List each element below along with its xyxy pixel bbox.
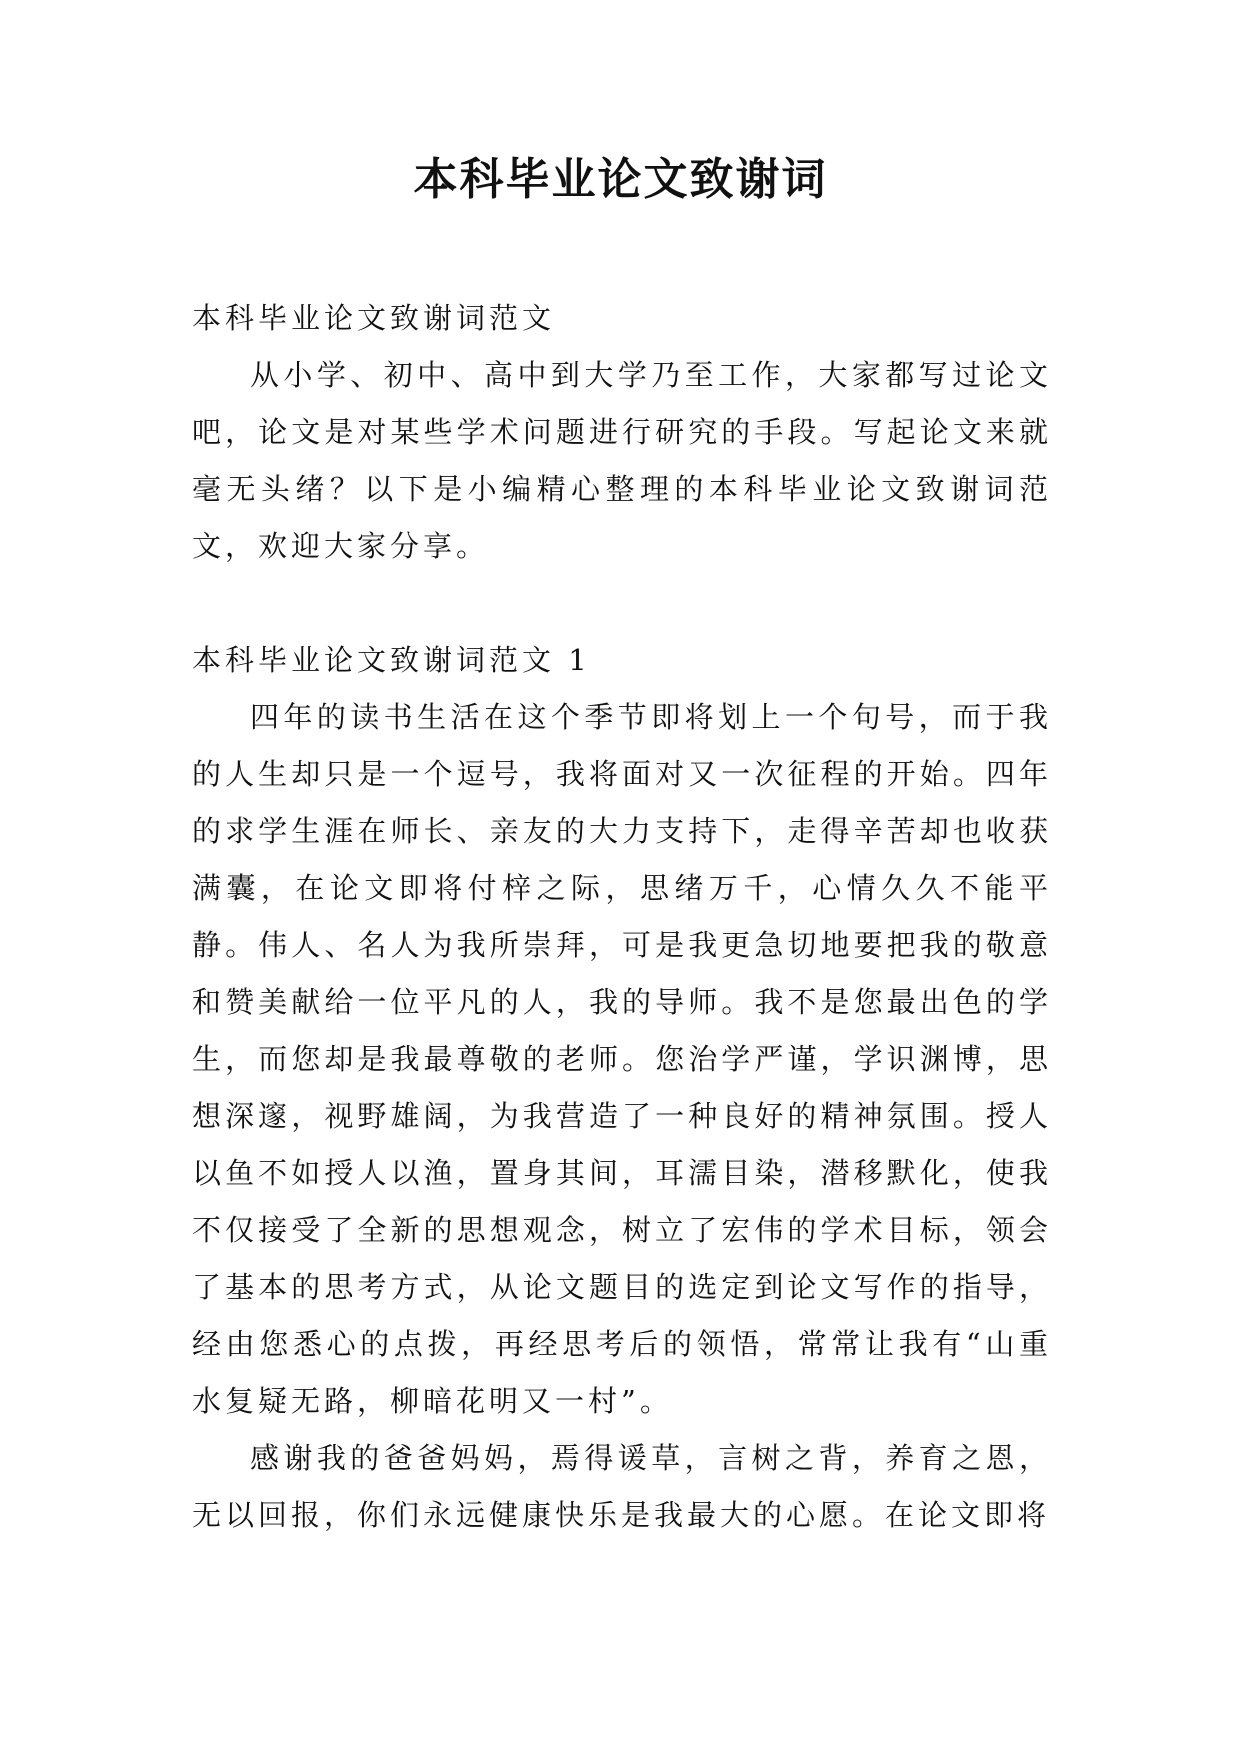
intro-paragraph: 从小学、初中、高中到大学乃至工作，大家都写过论文吧，论文是对某些学术问题进行研究的手段。写起论文来就毫无头绪？以下是小编精心整理的本科毕业论文致谢词范文，欢迎大家分享。 bbox=[192, 358, 1052, 563]
section-1-heading: 本科毕业论文致谢词范文 1 bbox=[192, 643, 591, 677]
document-title: 本科毕业论文致谢词 bbox=[413, 154, 828, 205]
paragraph-gap bbox=[192, 575, 1052, 632]
section-1-paragraph-2: 感谢我的爸爸妈妈，焉得谖草，言树之背，养育之恩，无以回报，你们永远健康快乐是我最大的心愿。在论文即将 bbox=[192, 1441, 1052, 1532]
intro-heading: 本科毕业论文致谢词范文 bbox=[192, 301, 556, 335]
document-body bbox=[192, 290, 1052, 1544]
section-1-paragraph-1: 四年的读书生活在这个季节即将划上一个句号，而于我的人生却只是一个逗号，我将面对又一次征程的开始。四年的求学生涯在师长、亲友的大力支持下，走得辛苦却也收获满囊，在论文即将付梓之际，思绪万千，心情久久不能平静。伟人、名人为我所崇拜，可是我更急切地要把我的敬意和赞美献给一位平凡的人，我的导师。我不是您最出色的学生，而您却是我最尊敬的老师。您治学严谨，学识渊博，思想深邃，视野雄阔，为我营造了一种良好的精神氛围。授人以鱼不如授人以渔，置身其间，耳濡目染，潜移默化，使我不仅接受了全新的思想观念，树立了宏伟的学术目标，领会了基本的思考方式，从论文题目的选定到论文写作的指导，经由您悉心的点拨，再经思考后的领悟，常常让我有“山重水复疑无路，柳暗花明又一村”。 bbox=[192, 700, 1052, 1418]
